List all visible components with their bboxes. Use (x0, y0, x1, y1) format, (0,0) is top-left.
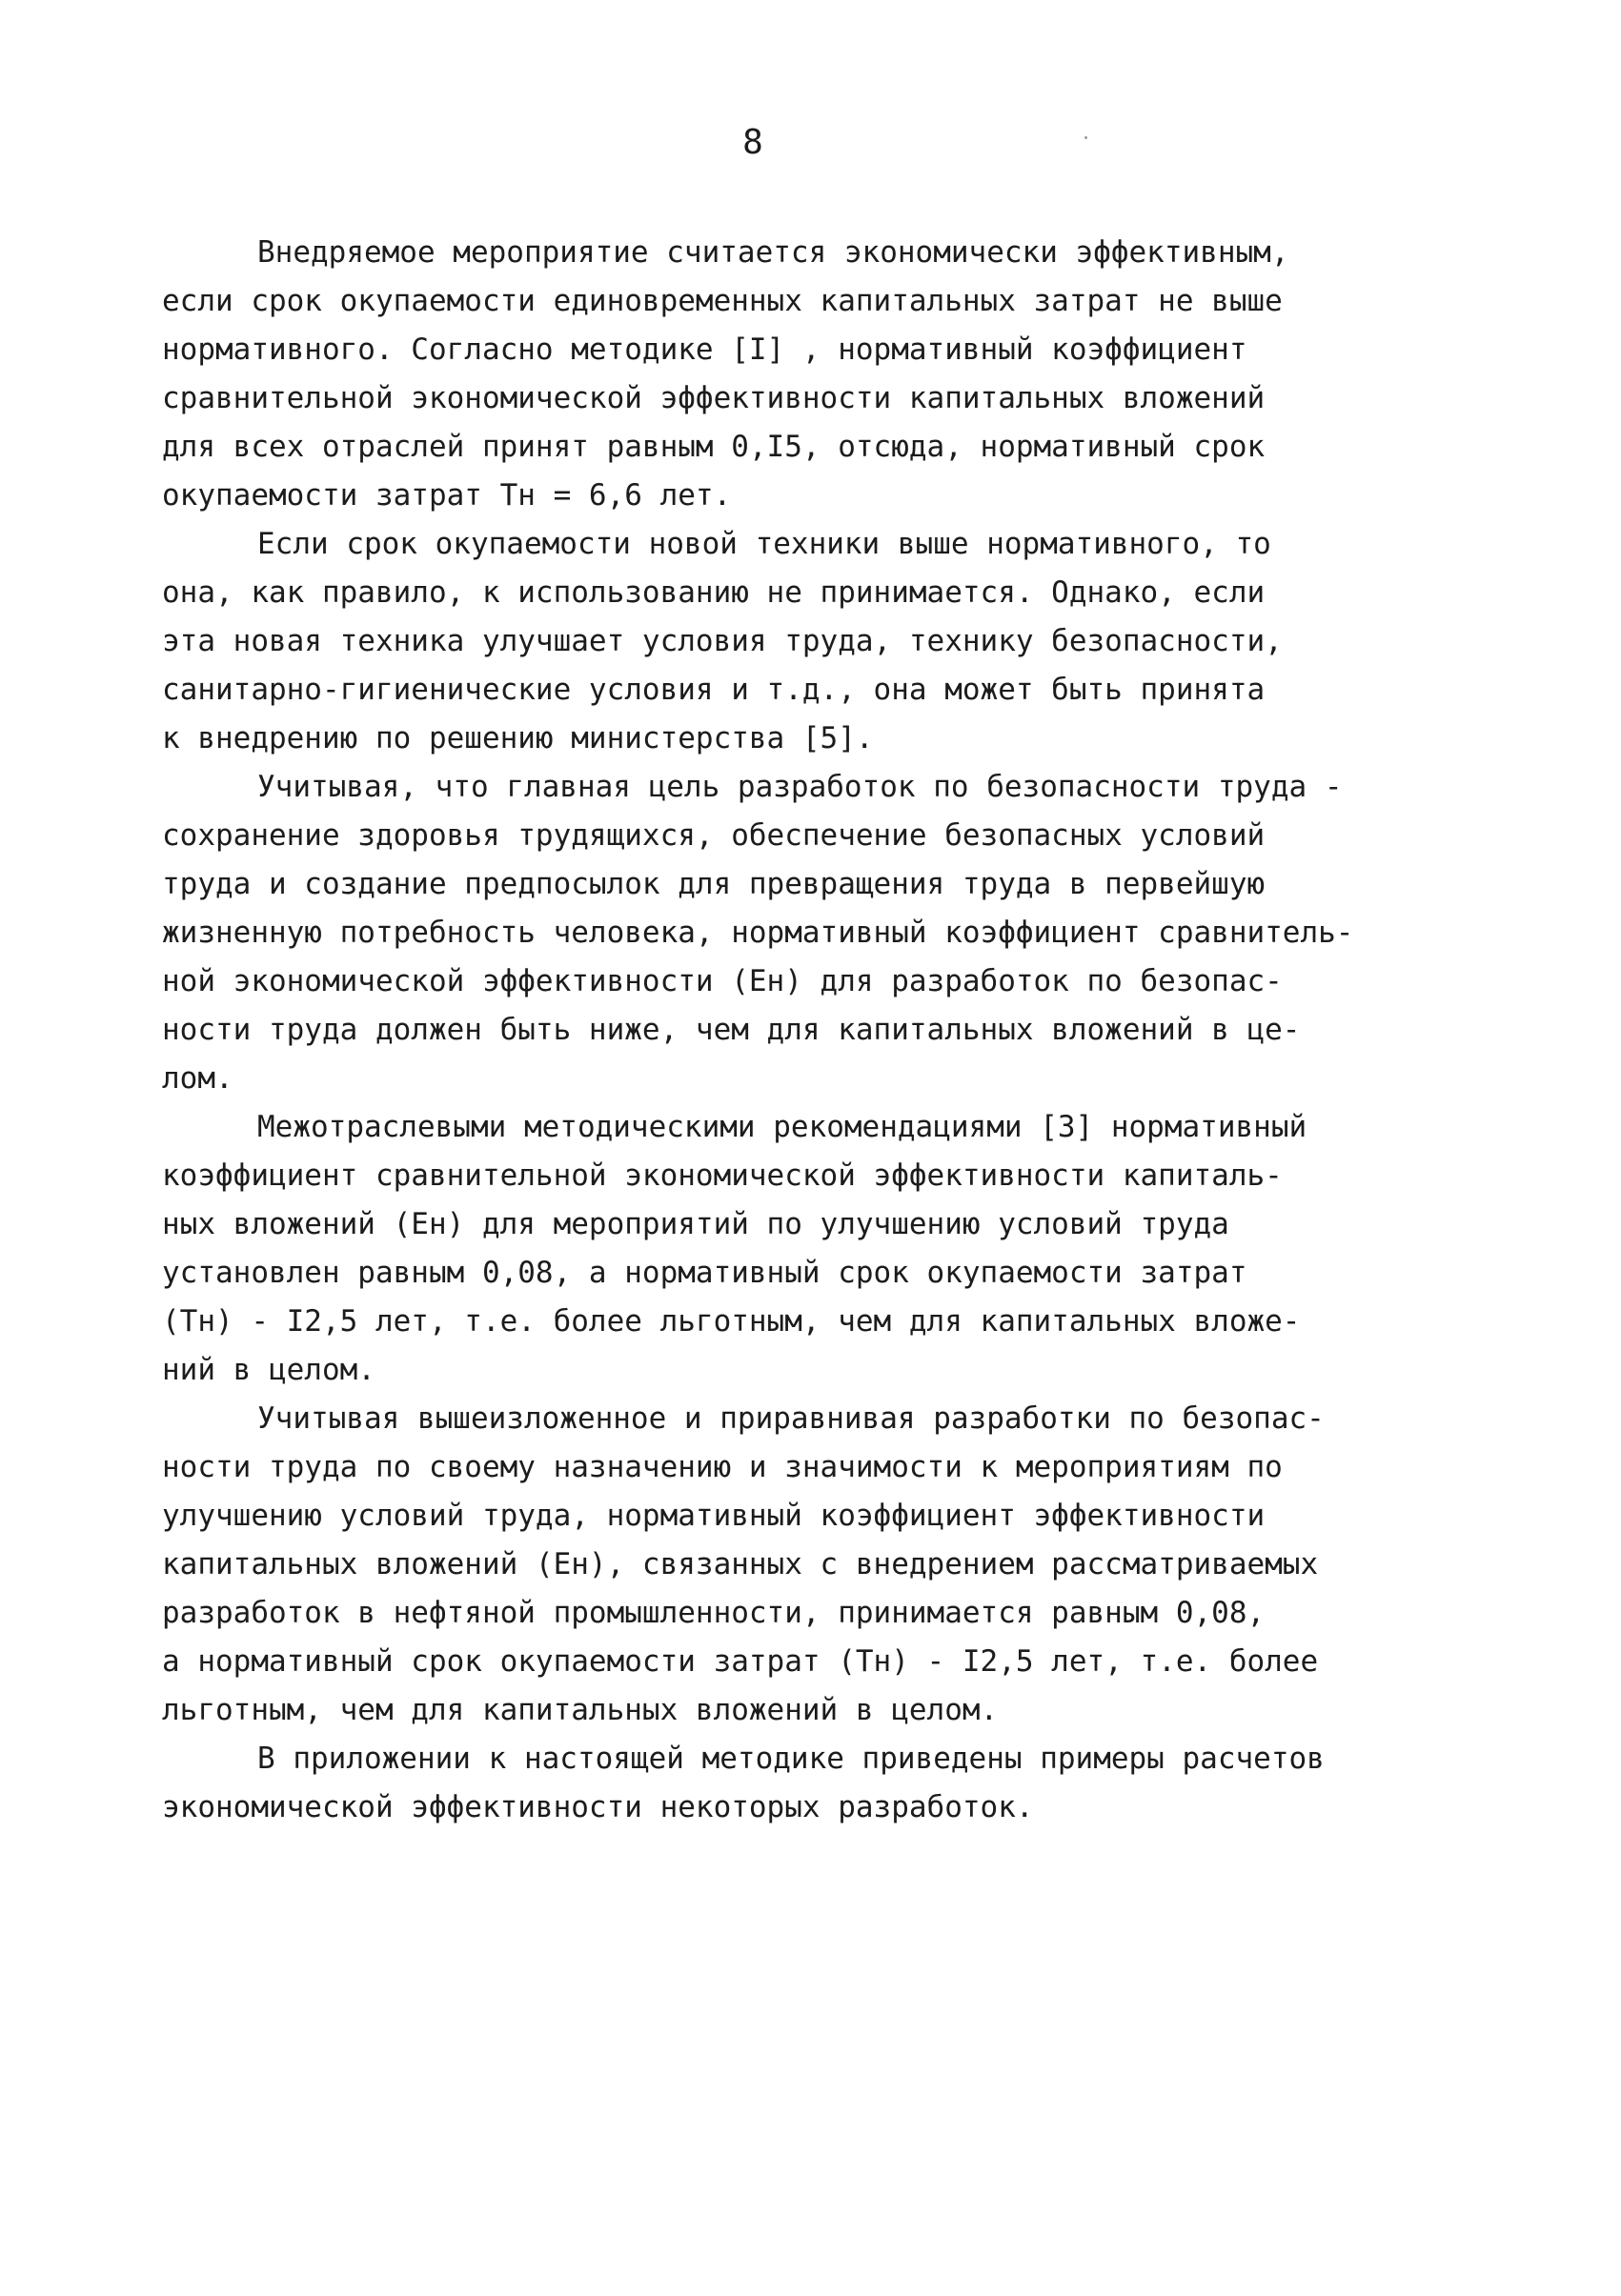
text-line: льготным, чем для капитальных вложений в целом. (162, 1693, 999, 1727)
paragraph-5 (162, 1395, 1487, 1735)
text-line: Внедряемое мероприятие считается экономически эффективным, (257, 235, 1289, 270)
text-line: коэффициент сравнительной экономической эффективности капиталь- (162, 1158, 1283, 1193)
text-line: жизненную потребность человека, нормативный коэффициент сравнитель- (162, 916, 1354, 950)
text-line: ности труда должен быть ниже, чем для капитальных вложений в це- (162, 1013, 1301, 1047)
text-line: ности труда по своему назначению и значимости к мероприятиям по (162, 1450, 1283, 1484)
text-line: к внедрению по решению министерства [5]. (162, 721, 874, 755)
text-line: ных вложений (Eн) для мероприятий по улучшению условий труда (162, 1207, 1229, 1241)
text-line: а нормативный срок окупаемости затрат (Tн) - I2,5 лет, т.е. более (162, 1644, 1319, 1679)
text-line: лом. (162, 1061, 233, 1096)
text-line: ной экономической эффективности (Eн) для разработок по безопас- (162, 964, 1283, 998)
text-line: установлен равным 0,08, а нормативный срок окупаемости затрат (162, 1256, 1247, 1290)
document-body (162, 229, 1487, 1832)
text-line: экономической эффективности некоторых разработок. (162, 1790, 1034, 1824)
text-line: В приложении к настоящей методике приведены примеры расчетов (257, 1742, 1325, 1776)
text-line: (Tн) - I2,5 лет, т.е. более льготным, чем для капитальных вложе- (162, 1304, 1301, 1339)
text-line: Если срок окупаемости новой техники выше нормативного, то (257, 527, 1271, 561)
page-number: 8 (742, 123, 763, 162)
text-line: сохранение здоровья трудящихся, обеспечение безопасных условий (162, 818, 1266, 853)
text-line: сравнительной экономической эффективности капитальных вложений (162, 381, 1266, 415)
text-line: Учитывая, что главная цель разработок по безопасности труда - (257, 770, 1343, 804)
text-line: улучшению условий труда, нормативный коэффициент эффективности (162, 1499, 1266, 1533)
text-line: нормативного. Согласно методике [I] , нормативный коэффициент (162, 332, 1247, 367)
text-line: для всех отраслей принят равным 0,I5, отсюда, нормативный срок (162, 430, 1266, 464)
text-line: труда и создание предпосылок для превращения труда в первейшую (162, 867, 1266, 901)
paragraph-2 (162, 520, 1487, 763)
paragraph-1 (162, 229, 1487, 520)
text-line: капитальных вложений (Eн), связанных с внедрением рассматриваемых (162, 1547, 1319, 1581)
text-line: эта новая техника улучшает условия труда, технику безопасности, (162, 624, 1283, 658)
text-line: санитарно-гигиенические условия и т.д., она может быть принята (162, 673, 1266, 707)
paragraph-4 (162, 1103, 1487, 1395)
text-line: ний в целом. (162, 1353, 375, 1387)
text-line: Межотраслевыми методическими рекомендациями [3] нормативный (257, 1110, 1307, 1144)
paragraph-6 (162, 1735, 1487, 1832)
scan-speck (1084, 136, 1087, 139)
text-line: окупаемости затрат Tн = 6,6 лет. (162, 478, 732, 513)
paragraph-3 (162, 763, 1487, 1103)
text-line: она, как правило, к использованию не принимается. Однако, если (162, 575, 1266, 610)
text-line: если срок окупаемости единовременных капитальных затрат не выше (162, 284, 1283, 318)
text-line: Учитывая вышеизложенное и приравнивая разработки по безопас- (257, 1401, 1325, 1436)
text-line: разработок в нефтяной промышленности, принимается равным 0,08, (162, 1596, 1266, 1630)
